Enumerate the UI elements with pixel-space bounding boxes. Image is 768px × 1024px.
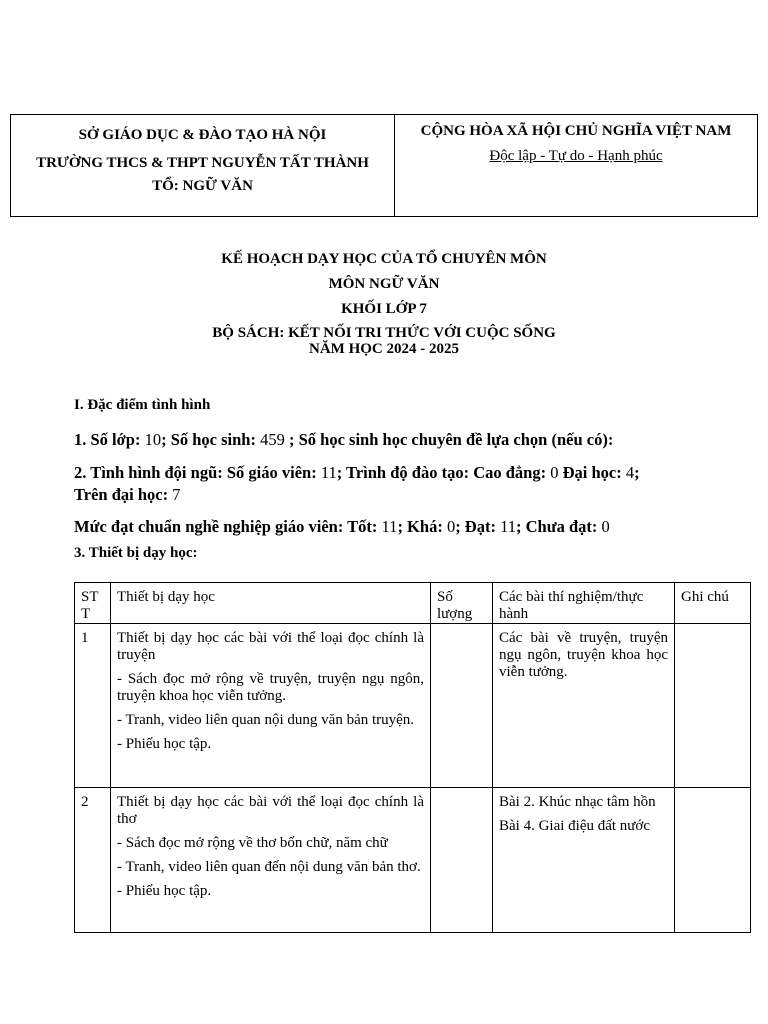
- national-motto: Độc lập - Tự do - Hạnh phúc: [489, 148, 663, 164]
- school-name: TRƯỜNG THCS & THPT NGUYỄN TẤT THÀNH: [36, 155, 369, 171]
- plan-title: KẾ HOẠCH DẠY HỌC CỦA TỔ CHUYÊN MÔN: [221, 251, 547, 267]
- college-label: ; Trình độ đào tạo: Cao đẳng:: [336, 463, 547, 482]
- device-text: - Sách đọc mở rộng về truyện, truyện ngụ ngôn, truyện khoa học viễn tưởng.: [117, 671, 424, 704]
- elective-label: ; Số học sinh học chuyên đề lựa chọn (nếu có):: [288, 430, 614, 449]
- table-row: [75, 788, 751, 933]
- experiment-text: Bài 4. Giai điệu đất nước: [499, 818, 651, 834]
- school-year-title: NĂM HỌC 2024 - 2025: [309, 341, 459, 357]
- pass-label: ; Đạt:: [455, 517, 496, 536]
- cell-experiments: [493, 624, 675, 788]
- university-label: Đại học:: [562, 463, 622, 482]
- subject-title: MÔN NGỮ VĂN: [328, 276, 440, 292]
- equipment-heading: 3. Thiết bị dạy học:: [74, 545, 198, 561]
- department-name: SỞ GIÁO DỤC & ĐÀO TẠO HÀ NỘI: [78, 127, 327, 143]
- device-text: - Sách đọc mở rộng về thơ bốn chữ, năm chữ: [117, 835, 388, 851]
- device-text: Thiết bị dạy học các bài với thể loại đọc chính là truyện: [117, 630, 424, 663]
- national-title: CỘNG HÒA XÃ HỘI CHỦ NGHĨA VIỆT NAM: [420, 123, 732, 139]
- postgrad-label: Trên đại học:: [74, 485, 169, 504]
- good-label: Mức đạt chuẩn nghề nghiệp giáo viên: Tốt:: [74, 517, 378, 536]
- device-text: Thiết bị dạy học các bài với thể loại đọc chính là thơ: [117, 794, 424, 827]
- header-left-cell: [11, 115, 395, 217]
- device-text: - Phiếu học tập.: [117, 883, 212, 899]
- cell-note: [675, 788, 751, 933]
- header-stt: STT: [75, 583, 111, 624]
- postgrad-value: 7: [172, 485, 181, 504]
- fail-value: 0: [601, 517, 610, 536]
- fair-value: 0: [446, 517, 456, 536]
- table-header-row: [75, 583, 751, 624]
- students-label: ; Số học sinh:: [161, 430, 256, 449]
- header-quantity: Số lượng: [431, 583, 493, 624]
- device-text: - Tranh, video liên quan nội dung văn bản truyện.: [117, 712, 415, 728]
- book-series-title: BỘ SÁCH: KẾT NỐI TRI THỨC VỚI CUỘC SỐNG: [212, 325, 556, 341]
- device-text: - Tranh, video liên quan đến nội dung văn bản thơ.: [117, 859, 421, 875]
- header-device: Thiết bị dạy học: [111, 583, 431, 624]
- cell-experiments: [493, 788, 675, 933]
- cell-device: [111, 624, 431, 788]
- experiment-text: Các bài về truyện, truyện ngụ ngôn, truyện khoa học viễn tưởng.: [499, 630, 668, 680]
- classes-label: 1. Số lớp:: [74, 430, 141, 449]
- document-header: [10, 114, 758, 217]
- cell-stt: 2: [75, 788, 111, 933]
- students-value: 459: [260, 430, 285, 449]
- teachers-label: 2. Tình hình đội ngũ: Số giáo viên:: [74, 463, 317, 482]
- equipment-table: [74, 582, 751, 933]
- professional-standard-line: [74, 517, 714, 537]
- grade-title: KHỐI LỚP 7: [341, 301, 427, 317]
- good-value: 11: [381, 517, 398, 536]
- college-value: 0: [550, 463, 559, 482]
- fail-label: ; Chưa đạt:: [515, 517, 598, 536]
- cell-note: [675, 624, 751, 788]
- cell-stt: 1: [75, 624, 111, 788]
- staff-line: [74, 462, 714, 506]
- cell-quantity: [431, 624, 493, 788]
- device-text: - Phiếu học tập.: [117, 736, 212, 752]
- university-value: 4: [625, 463, 635, 482]
- section-heading: I. Đặc điểm tình hình: [74, 397, 211, 413]
- fair-label: ; Khá:: [397, 517, 443, 536]
- table-row: [75, 624, 751, 788]
- group-name: TỔ: NGỮ VĂN: [152, 178, 253, 194]
- cell-quantity: [431, 788, 493, 933]
- header-right-cell: [395, 115, 758, 217]
- document-title: [0, 249, 768, 356]
- pass-value: 11: [500, 517, 516, 536]
- cell-device: [111, 788, 431, 933]
- teachers-value: 11: [320, 463, 337, 482]
- class-count-line: [74, 430, 714, 450]
- header-note: Ghi chú: [675, 583, 751, 624]
- university-separator: ;: [634, 463, 640, 482]
- header-experiments: Các bài thí nghiệm/thực hành: [493, 583, 675, 624]
- experiment-text: Bài 2. Khúc nhạc tâm hồn: [499, 794, 656, 810]
- classes-value: 10: [144, 430, 162, 449]
